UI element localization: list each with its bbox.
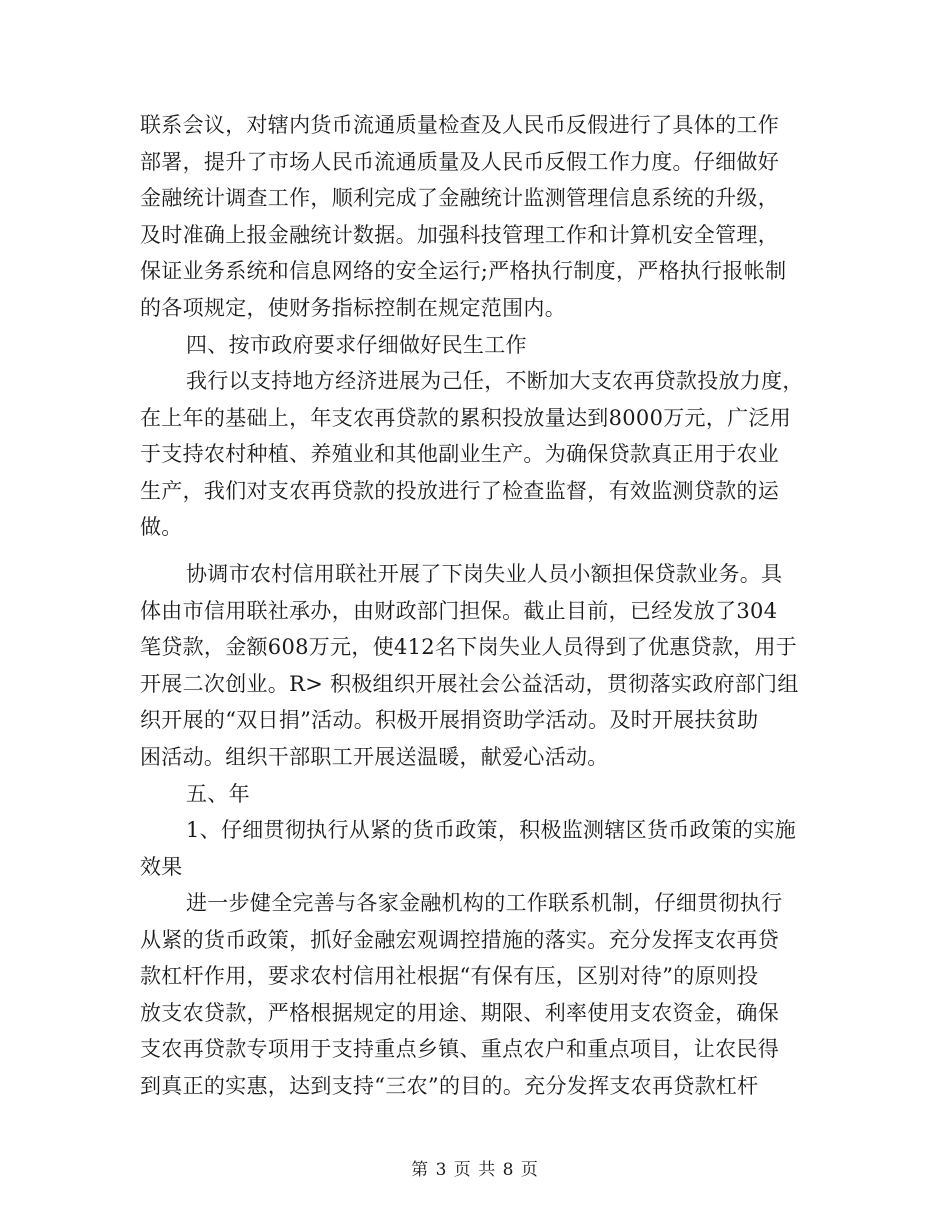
text-line: 金融统计调查工作，顺利完成了金融统计监测管理信息系统的升级， (140, 186, 779, 210)
section-heading: 五、年 (186, 782, 250, 806)
text-line: 及时准确上报金融统计数据。加强科技管理工作和计算机安全管理， (140, 223, 779, 247)
subsection-heading: 1、仔细贯彻执行从紧的货币政策，积极监测辖区货币政策的实施 (186, 818, 797, 842)
text-line: 从紧的货币政策，抓好金融宏观调控措施的落实。充分发挥支农再贷 (140, 928, 779, 952)
text-line: 织开展的“双日捐”活动。积极开展捐资助学活动。及时开展扶贫助 (140, 708, 759, 732)
text-line: 困活动。组织干部职工开展送温暖，献爱心活动。 (140, 745, 609, 769)
text-line: 的各项规定，使财务指标控制在规定范围内。 (140, 296, 566, 320)
text-line: 生产，我们对支农再贷款的投放进行了检查监督，有效监测贷款的运 (140, 479, 779, 503)
text-line: 协调市农村信用联社开展了下岗失业人员小额担保贷款业务。具 (186, 562, 783, 586)
text-line: 效果 (140, 855, 183, 879)
text-line: 支农再贷款专项用于支持重点乡镇、重点农户和重点项目，让农民得 (140, 1037, 779, 1061)
text-line: 在上年的基础上，年支农再贷款的累积投放量达到8000万元，广泛用 (140, 406, 792, 430)
text-line: 我行以支持地方经济进展为己任，不断加大支农再贷款投放力度， (186, 369, 804, 393)
text-line: 保证业务系统和信息网络的安全运行;严格执行制度，严格执行报帐制 (140, 259, 787, 283)
section-heading: 四、按市政府要求仔细做好民生工作 (186, 333, 527, 357)
text-line: 于支持农村种植、养殖业和其他副业生产。为确保贷款真正用于农业 (140, 442, 779, 466)
text-line: 部署，提升了市场人民币流通质量及人民币反假工作力度。仔细做好 (140, 150, 779, 174)
text-line: 到真正的实惠，达到支持“三农”的目的。充分发挥支农再贷款杠杆 (140, 1074, 759, 1098)
text-line: 放支农贷款，严格根据规定的用途、期限、利率使用支农资金，确保 (140, 1001, 779, 1025)
text-line: 体由市信用联社承办，由财政部门担保。截止目前，已经发放了304 (140, 599, 778, 623)
text-line: 进一步健全完善与各家金融机构的工作联系机制，仔细贯彻执行 (186, 891, 783, 915)
text-line: 联系会议，对辖内货币流通质量检查及人民币反假进行了具体的工作 (140, 113, 779, 137)
text-line: 做。 (140, 515, 183, 539)
page-number: 第 3 页 共 8 页 (411, 1160, 539, 1180)
text-line: 开展二次创业。R> 积极组织开展社会公益活动，贯彻落实政府部门组 (140, 672, 799, 696)
text-line: 笔贷款，金额608万元，使412名下岗失业人员得到了优惠贷款，用于 (140, 635, 798, 659)
text-line: 款杠杆作用，要求农村信用社根据“有保有压，区别对待”的原则投 (140, 964, 759, 988)
